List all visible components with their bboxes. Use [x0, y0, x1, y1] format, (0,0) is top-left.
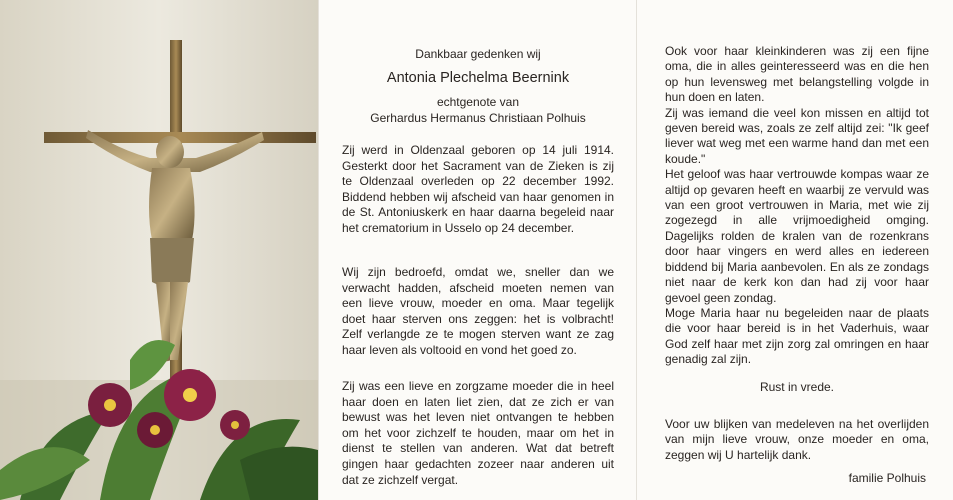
- paragraph-faith: Het geloof was haar vertrouwde kompas waar ze altijd op gevaren heeft en waarbij ze vervuld was van een groot vertrouwen in Maria, met wie zij zogezegd in alle vrijmoedigheid omging. Dagelijks rolden de kralen van de rozenkrans door haar vingers en werd alles en iedereen biddend bij Maria aanbevolen. En als ze zondags niet naar de kerk kon dan had zij voor haar gevoel geen zondag.: [665, 167, 929, 305]
- paragraph-mother: Zij was een lieve en zorgzame moeder die in heel haar doen en laten liet zien, dat ze zich er van bewust was het leven niet ontvangen te hebben om het voor zichzelf te houden, maar om het in dienst te stellen van anderen. Wat dat betreft gingen haar gedachten zozeer naar anderen uit dat ze zichzelf vergat.: [342, 379, 614, 487]
- thanks-paragraph: Voor uw blijken van medeleven na het overlijden van mijn lieve vrouw, onze moeder en oma, zeggen wij U hartelijk dank.: [665, 417, 929, 462]
- middle-panel: [318, 0, 637, 500]
- signature: familie Polhuis: [848, 471, 926, 485]
- paragraph-grandchildren: Ook voor haar kleinkinderen was zij een fijne oma, die in alles geinteresseerd was en die hen op hun levensweg met belangstelling volgde in hun doen en laten.: [665, 44, 929, 105]
- rest-in-peace: Rust in vrede.: [759, 380, 835, 394]
- spouse-name: Gerhardus Hermanus Christiaan Polhuis: [370, 111, 586, 125]
- relation-label: echtgenote van: [436, 95, 520, 109]
- paragraph-grief: Wij zijn bedroefd, omdat we, sneller dan we verwacht hadden, afscheid moeten nemen van een lieve vrouw, moeder en oma. Maar tegelijk doet haar sterven ons zeggen: het is volbracht! Zelf verlangde ze te mogen sterven want ze zag haar leven als voltooid en vond het goed zo.: [342, 265, 614, 357]
- right-panel: [636, 0, 953, 500]
- deceased-name: Antonia Plechelma Beernink: [386, 70, 570, 86]
- paragraph-prayer: Moge Maria haar nu begeleiden naar de plaats die voor haar bereid is in het Vaderhuis, waar God zelf haar met zijn zorg zal omringen en haar genadig zal zijn.: [665, 305, 929, 367]
- intro-heading: Dankbaar gedenken wij: [415, 47, 541, 61]
- crucifix-photo: [0, 0, 318, 500]
- paragraph-generosity: Zij was iemand die veel kon missen en altijd tot geven bereid was, zoals ze zelf altijd zei: "Ik geef liever wat weg met een warme hand dan met een koude.": [665, 105, 929, 166]
- right-text: [665, 44, 929, 368]
- paragraph-birth-death: Zij werd in Oldenzaal geboren op 14 juli 1914. Gesterkt door het Sacrament van de Zieken is zij te Oldenzaal overleden op 22 december 1992. Biddend hebben wij afscheid van haar genomen in de St. Antoniuskerk en haar daarna begeleid naar het crematorium in Usselo op 24 december.: [342, 143, 614, 235]
